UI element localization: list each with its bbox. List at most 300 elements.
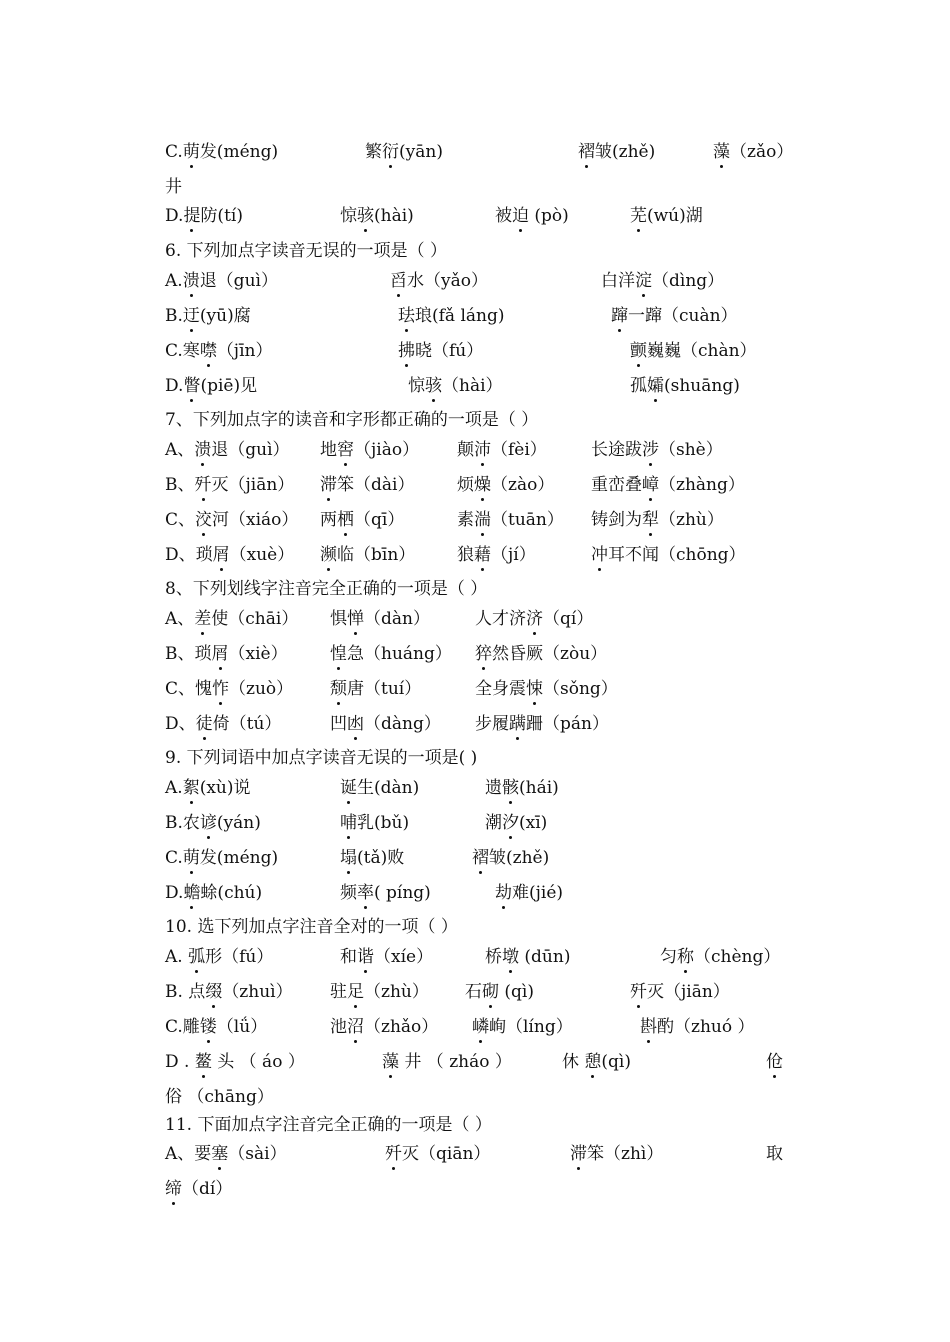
dotted-character: 噤 [200, 336, 217, 361]
text-item [457, 470, 554, 495]
text-item [165, 1082, 274, 1107]
pinyin-annotation: (pò) [529, 206, 569, 226]
dotted-character: 哺 [340, 808, 357, 833]
pinyin-annotation: 生(dàn) [357, 778, 420, 798]
dotted-character: 冲 [591, 540, 608, 565]
text-prefix: D . [165, 1052, 195, 1072]
dotted-character: 塌 [340, 843, 357, 868]
pinyin-annotation: 蜍(chú) [200, 883, 263, 903]
text-prefix: D. [165, 883, 184, 903]
dotted-character: 惮 [347, 604, 364, 629]
text-prefix: 11. 下面加点字注音完全正确的一项是（ ） [165, 1115, 492, 1135]
dotted-character: 足 [347, 977, 364, 1002]
dotted-character: 徒 [196, 709, 213, 734]
text-item [465, 977, 534, 1002]
text-item [766, 1047, 783, 1072]
text-prefix: 10. 选下列加点字注音全对的一项（ ） [165, 917, 458, 937]
pinyin-annotation: 巍巍（chàn） [647, 341, 757, 361]
dotted-character: 率 [357, 878, 374, 903]
pinyin-annotation: 跚（pán） [526, 714, 609, 734]
text-item [630, 336, 757, 361]
dotted-character: 猝 [475, 639, 492, 664]
pinyin-annotation: （dàn） [364, 609, 430, 629]
text-prefix: 凹 [330, 714, 347, 734]
dotted-character: 墩 [502, 942, 519, 967]
text-item [640, 1012, 755, 1037]
text-item [165, 371, 257, 396]
dotted-character: 蹒 [509, 709, 526, 734]
pinyin-annotation: 灭（qiān） [402, 1144, 491, 1164]
pinyin-annotation: 水（yǎo） [407, 271, 488, 291]
text-item [165, 942, 273, 967]
text-item [165, 773, 251, 798]
text-item [475, 709, 609, 734]
text-item [457, 505, 564, 530]
text-prefix: 烦 [457, 475, 474, 495]
pinyin-annotation: （zhù） [364, 982, 429, 1002]
pinyin-annotation: （fèi） [491, 440, 547, 460]
text-item [766, 1139, 783, 1164]
pinyin-annotation: 退（guì） [199, 271, 278, 291]
text-item [660, 942, 780, 967]
dotted-character: 差 [194, 604, 211, 629]
text-item [562, 1047, 631, 1072]
text-item [398, 301, 505, 326]
pinyin-annotation: (yān) [399, 142, 443, 162]
text-item [591, 470, 745, 495]
dotted-character: 萌 [183, 843, 200, 868]
text-item [495, 878, 563, 903]
text-prefix: A. [165, 947, 189, 967]
dotted-character: 嶂 [642, 470, 659, 495]
text-prefix: 孤 [630, 376, 647, 396]
text-item [165, 674, 293, 699]
pinyin-annotation: 发(méng) [199, 848, 279, 868]
text-item [591, 540, 746, 565]
dotted-character: 湍 [474, 505, 491, 530]
text-item [340, 773, 419, 798]
dotted-character: 屑 [212, 639, 229, 664]
dotted-character: 劫 [495, 878, 512, 903]
text-prefix: 白洋 [601, 271, 635, 291]
text-prefix: 石 [465, 982, 482, 1002]
dotted-character: 弧 [188, 942, 205, 967]
text-item [485, 808, 547, 833]
dotted-character: 歼 [630, 977, 647, 1002]
text-item [591, 505, 724, 530]
text-prefix: A、要 [165, 1144, 212, 1164]
text-item [472, 843, 549, 868]
text-prefix: 休 [562, 1052, 585, 1072]
text-item [330, 639, 452, 664]
dotted-character: 蟾 [183, 878, 200, 903]
dotted-character: 芜 [630, 201, 647, 226]
text-prefix: C. [165, 848, 183, 868]
dotted-character: 怍 [212, 674, 229, 699]
pinyin-annotation: (hài) [374, 206, 414, 226]
dotted-character: 洨 [195, 505, 212, 530]
pinyin-annotation: 难(jié) [512, 883, 564, 903]
dotted-character: 迫 [512, 201, 529, 226]
dotted-character: 砌 [482, 977, 499, 1002]
text-prefix: B. 点 [165, 982, 206, 1002]
pinyin-annotation: （jí） [491, 545, 536, 565]
pinyin-annotation: (qì) [601, 1052, 631, 1072]
text-prefix: 惧 [330, 609, 347, 629]
text-prefix: 匀 [660, 947, 677, 967]
pinyin-annotation: （jīn） [216, 341, 273, 361]
dotted-character: 鳌 [195, 1047, 212, 1072]
pinyin-annotation: (xī) [519, 813, 548, 833]
text-item [165, 201, 243, 226]
pinyin-annotation: (tǎ)败 [357, 848, 405, 868]
pinyin-annotation: 倚（tú） [212, 714, 282, 734]
text-prefix: B、琐 [165, 644, 212, 664]
pinyin-annotation: （dí） [182, 1179, 233, 1199]
dotted-character: 济 [526, 604, 543, 629]
dotted-character: 提 [183, 201, 200, 226]
pinyin-annotation: （xiè） [228, 644, 288, 664]
text-item [320, 540, 415, 565]
text-item [365, 137, 443, 162]
text-prefix: C、 [165, 510, 196, 530]
pinyin-annotation: 笨（dài） [337, 475, 415, 495]
text-item [485, 942, 570, 967]
text-prefix: A. [165, 271, 183, 291]
dotted-character: 絮 [183, 773, 200, 798]
dotted-character: 窖 [337, 435, 354, 460]
text-item [382, 1047, 512, 1072]
dotted-character: 骇 [357, 201, 374, 226]
text-item [165, 878, 262, 903]
dotted-character: 犁 [642, 505, 659, 530]
text-item [475, 674, 618, 699]
dotted-character: 谚 [200, 808, 217, 833]
text-prefix: 地 [320, 440, 337, 460]
text-item [340, 808, 409, 833]
dotted-character: 颓 [330, 674, 347, 699]
text-prefix: 铸剑为 [591, 510, 642, 530]
pinyin-annotation: 井 （ zháo ） [399, 1052, 512, 1072]
pinyin-annotation: （zhuì） [222, 982, 293, 1002]
text-item [320, 435, 419, 460]
pinyin-annotation: 琅(fǎ láng) [415, 306, 505, 326]
pinyin-annotation: （tuān） [491, 510, 564, 530]
text-item [330, 977, 429, 1002]
text-item [457, 540, 536, 565]
pinyin-annotation: （zhǎo） [364, 1017, 439, 1037]
text-prefix: 8、下列划线字注音完全正确的一项是（ ） [165, 579, 488, 599]
text-prefix: B、 [165, 475, 195, 495]
text-item [165, 1012, 267, 1037]
text-item [472, 1012, 573, 1037]
pinyin-annotation: （jiào） [354, 440, 420, 460]
pinyin-annotation: 灭（jiān） [211, 475, 295, 495]
dotted-character: 蹿 [611, 301, 628, 326]
pinyin-annotation: 急（huáng） [347, 644, 452, 664]
text-item [165, 301, 251, 326]
dotted-character: 歼 [385, 1139, 402, 1164]
pinyin-annotation: （sǒng） [543, 679, 618, 699]
dotted-character: 诞 [340, 773, 357, 798]
text-prefix: 桥 [485, 947, 502, 967]
dotted-character: 惶 [330, 639, 347, 664]
text-prefix: 井 [165, 177, 182, 197]
text-prefix: C、愧 [165, 679, 213, 699]
text-prefix: D、琐 [165, 545, 213, 565]
text-item [630, 371, 740, 396]
text-prefix: 繁 [365, 142, 382, 162]
pinyin-annotation: （xíe） [374, 947, 434, 967]
pinyin-annotation: 然昏厥（zòu） [492, 644, 608, 664]
text-prefix: 颠 [457, 440, 474, 460]
text-prefix: 7、下列加点字的读音和字形都正确的一项是（ ） [165, 410, 539, 430]
dotted-character: 藻 [713, 137, 730, 162]
dotted-character: 孀 [647, 371, 664, 396]
pinyin-annotation: 一蹿（cuàn） [628, 306, 738, 326]
text-item [165, 743, 477, 768]
text-item [165, 1174, 232, 1199]
pinyin-annotation: （hài） [442, 376, 503, 396]
text-item [330, 709, 441, 734]
text-item [570, 1139, 663, 1164]
text-item [165, 1139, 287, 1164]
text-item [330, 674, 421, 699]
text-item [320, 470, 414, 495]
text-item [165, 435, 290, 460]
dotted-character: 栖 [337, 505, 354, 530]
text-item [330, 1012, 438, 1037]
text-item [165, 808, 261, 833]
text-item [320, 505, 404, 530]
dotted-character: 藻 [382, 1047, 399, 1072]
dotted-character: 涉 [642, 435, 659, 460]
pinyin-annotation: （sài） [228, 1144, 287, 1164]
text-prefix: 和 [340, 947, 357, 967]
dotted-character: 褶 [578, 137, 595, 162]
pinyin-annotation: (shuāng) [664, 376, 740, 396]
text-prefix: B. [165, 306, 183, 326]
text-prefix: A. [165, 778, 183, 798]
text-item [398, 336, 483, 361]
text-item [611, 301, 738, 326]
pinyin-annotation: （dìng） [652, 271, 725, 291]
pinyin-annotation: （xuè） [229, 545, 295, 565]
pinyin-annotation: 皱(zhě) [489, 848, 550, 868]
pinyin-annotation: (dūn) [519, 947, 571, 967]
dotted-character: 歼 [195, 470, 212, 495]
text-prefix: 驻 [330, 982, 347, 1002]
pinyin-annotation: 退（guì） [211, 440, 290, 460]
pinyin-annotation: 防(tí) [200, 206, 243, 226]
text-prefix: 池 [330, 1017, 347, 1037]
dotted-character: 凼 [347, 709, 364, 734]
dotted-character: 憩 [584, 1047, 601, 1072]
text-item [165, 709, 281, 734]
text-item [475, 604, 593, 629]
pinyin-annotation: (hái) [519, 778, 559, 798]
dotted-character: 珐 [398, 301, 415, 326]
text-prefix: 惊 [408, 376, 425, 396]
text-item [630, 201, 703, 226]
text-prefix: B.农 [165, 813, 200, 833]
dotted-character: 伧 [766, 1047, 783, 1072]
pinyin-annotation: 耳不闻（chōng） [608, 545, 746, 565]
text-item [165, 604, 298, 629]
text-prefix: D. [165, 206, 184, 226]
text-prefix: A、 [165, 440, 195, 460]
dotted-character: 瞥 [183, 371, 200, 396]
text-item [591, 435, 723, 460]
text-prefix: 被 [495, 206, 512, 226]
text-prefix: 9. 下列词语中加点字读音无误的一项是( ) [165, 748, 478, 768]
pinyin-annotation: 形（fú） [205, 947, 274, 967]
pinyin-annotation: ( píng) [374, 883, 431, 903]
pinyin-annotation: 唐（tuí） [347, 679, 422, 699]
dotted-character: 褶 [472, 843, 489, 868]
text-item [165, 1110, 492, 1135]
pinyin-annotation: （dàng） [364, 714, 441, 734]
text-item [165, 912, 458, 937]
pinyin-annotation: (yán) [216, 813, 261, 833]
text-prefix: D、 [165, 714, 196, 734]
text-item [340, 201, 414, 226]
pinyin-annotation: 发(méng) [199, 142, 279, 162]
text-prefix: 6. 下列加点字读音无误的一项是（ ） [165, 241, 448, 261]
text-item [495, 201, 569, 226]
pinyin-annotation: 使（chāi） [211, 609, 299, 629]
text-prefix: 取 [766, 1144, 783, 1164]
dotted-character: 舀 [390, 266, 407, 291]
text-item [408, 371, 503, 396]
text-prefix: C. [165, 142, 183, 162]
pinyin-annotation: 晓（fú） [415, 341, 484, 361]
dotted-character: 骸 [502, 773, 519, 798]
dotted-character: 迂 [183, 301, 200, 326]
dotted-character: 悚 [526, 674, 543, 699]
dotted-character: 塞 [211, 1139, 228, 1164]
text-prefix: 俗 （chāng） [165, 1087, 274, 1107]
text-item [601, 266, 724, 291]
text-item [165, 977, 293, 1002]
pinyin-annotation: （zǎo） [730, 142, 794, 162]
dotted-character: 嶙 [472, 1012, 489, 1037]
pinyin-annotation: 峋（líng） [489, 1017, 573, 1037]
pinyin-annotation: (piē)见 [200, 376, 258, 396]
pinyin-annotation: 乳(bǔ) [357, 813, 410, 833]
text-item [713, 137, 793, 162]
text-item [165, 236, 447, 261]
dotted-character: 溃 [194, 435, 211, 460]
pinyin-annotation: （zuò） [229, 679, 294, 699]
pinyin-annotation: 临（bīn） [337, 545, 416, 565]
text-item [340, 878, 431, 903]
text-item [475, 639, 607, 664]
dotted-character: 沛 [474, 435, 491, 460]
dotted-character: 镂 [200, 1012, 217, 1037]
text-prefix: 步履 [475, 714, 509, 734]
text-prefix: C.雕 [165, 1017, 200, 1037]
text-item [165, 266, 278, 291]
text-item [630, 977, 730, 1002]
pinyin-annotation: 酌（zhuó ） [657, 1017, 755, 1037]
pinyin-annotation: (xù)说 [199, 778, 251, 798]
dotted-character: 滞 [320, 470, 337, 495]
dotted-character: 藉 [474, 540, 491, 565]
text-item [165, 505, 298, 530]
pinyin-annotation: （lǘ） [216, 1017, 268, 1037]
pinyin-annotation: （zhàng） [659, 475, 745, 495]
dotted-character: 衍 [382, 137, 399, 162]
pinyin-annotation: （qí） [543, 609, 594, 629]
text-item [340, 942, 433, 967]
text-prefix: 遗 [485, 778, 502, 798]
text-prefix: 两 [320, 510, 337, 530]
dotted-character: 濒 [320, 540, 337, 565]
pinyin-annotation: 笨（zhì） [587, 1144, 664, 1164]
text-item [165, 470, 294, 495]
dotted-character: 燥 [474, 470, 491, 495]
text-item [165, 1047, 305, 1072]
dotted-character: 淀 [635, 266, 652, 291]
pinyin-annotation: 皱(zhě) [595, 142, 656, 162]
text-item [385, 1139, 490, 1164]
text-item [340, 843, 404, 868]
text-item [165, 405, 538, 430]
text-prefix: 全身震 [475, 679, 526, 699]
text-item [165, 336, 272, 361]
dotted-character: 溃 [183, 266, 200, 291]
pinyin-annotation: (qì) [499, 982, 534, 1002]
dotted-character: 缀 [205, 977, 222, 1002]
text-prefix: 惊 [340, 206, 357, 226]
pinyin-annotation: （zào） [491, 475, 555, 495]
pinyin-annotation: （qī） [354, 510, 405, 530]
text-prefix: C.寒 [165, 341, 200, 361]
dotted-character: 颤 [630, 336, 647, 361]
dotted-character: 滞 [570, 1139, 587, 1164]
text-prefix: 长途跋 [591, 440, 642, 460]
text-item [578, 137, 655, 162]
dotted-character: 汐 [502, 808, 519, 833]
pinyin-annotation: （chèng） [694, 947, 781, 967]
text-prefix: A、 [165, 609, 195, 629]
text-item [165, 137, 278, 162]
dotted-character: 拂 [398, 336, 415, 361]
dotted-character: 缔 [165, 1174, 182, 1199]
pinyin-annotation: （zhù） [659, 510, 724, 530]
text-item [390, 266, 488, 291]
pinyin-annotation: 河（xiáo） [212, 510, 299, 530]
dotted-character: 骇 [425, 371, 442, 396]
pinyin-annotation: (yū)腐 [199, 306, 251, 326]
text-item [165, 540, 294, 565]
text-item [165, 639, 288, 664]
text-item [165, 843, 278, 868]
text-item [457, 435, 547, 460]
text-item [485, 773, 559, 798]
text-item [165, 172, 182, 197]
pinyin-annotation: 灭（jiān） [647, 982, 730, 1002]
text-prefix: D. [165, 376, 184, 396]
dotted-character: 萌 [183, 137, 200, 162]
dotted-character: 斟 [640, 1012, 657, 1037]
dotted-character: 谐 [357, 942, 374, 967]
text-prefix: 频 [340, 883, 357, 903]
pinyin-annotation: 头 （ áo ） [211, 1052, 305, 1072]
dotted-character: 沼 [347, 1012, 364, 1037]
text-prefix: 人才济 [475, 609, 526, 629]
